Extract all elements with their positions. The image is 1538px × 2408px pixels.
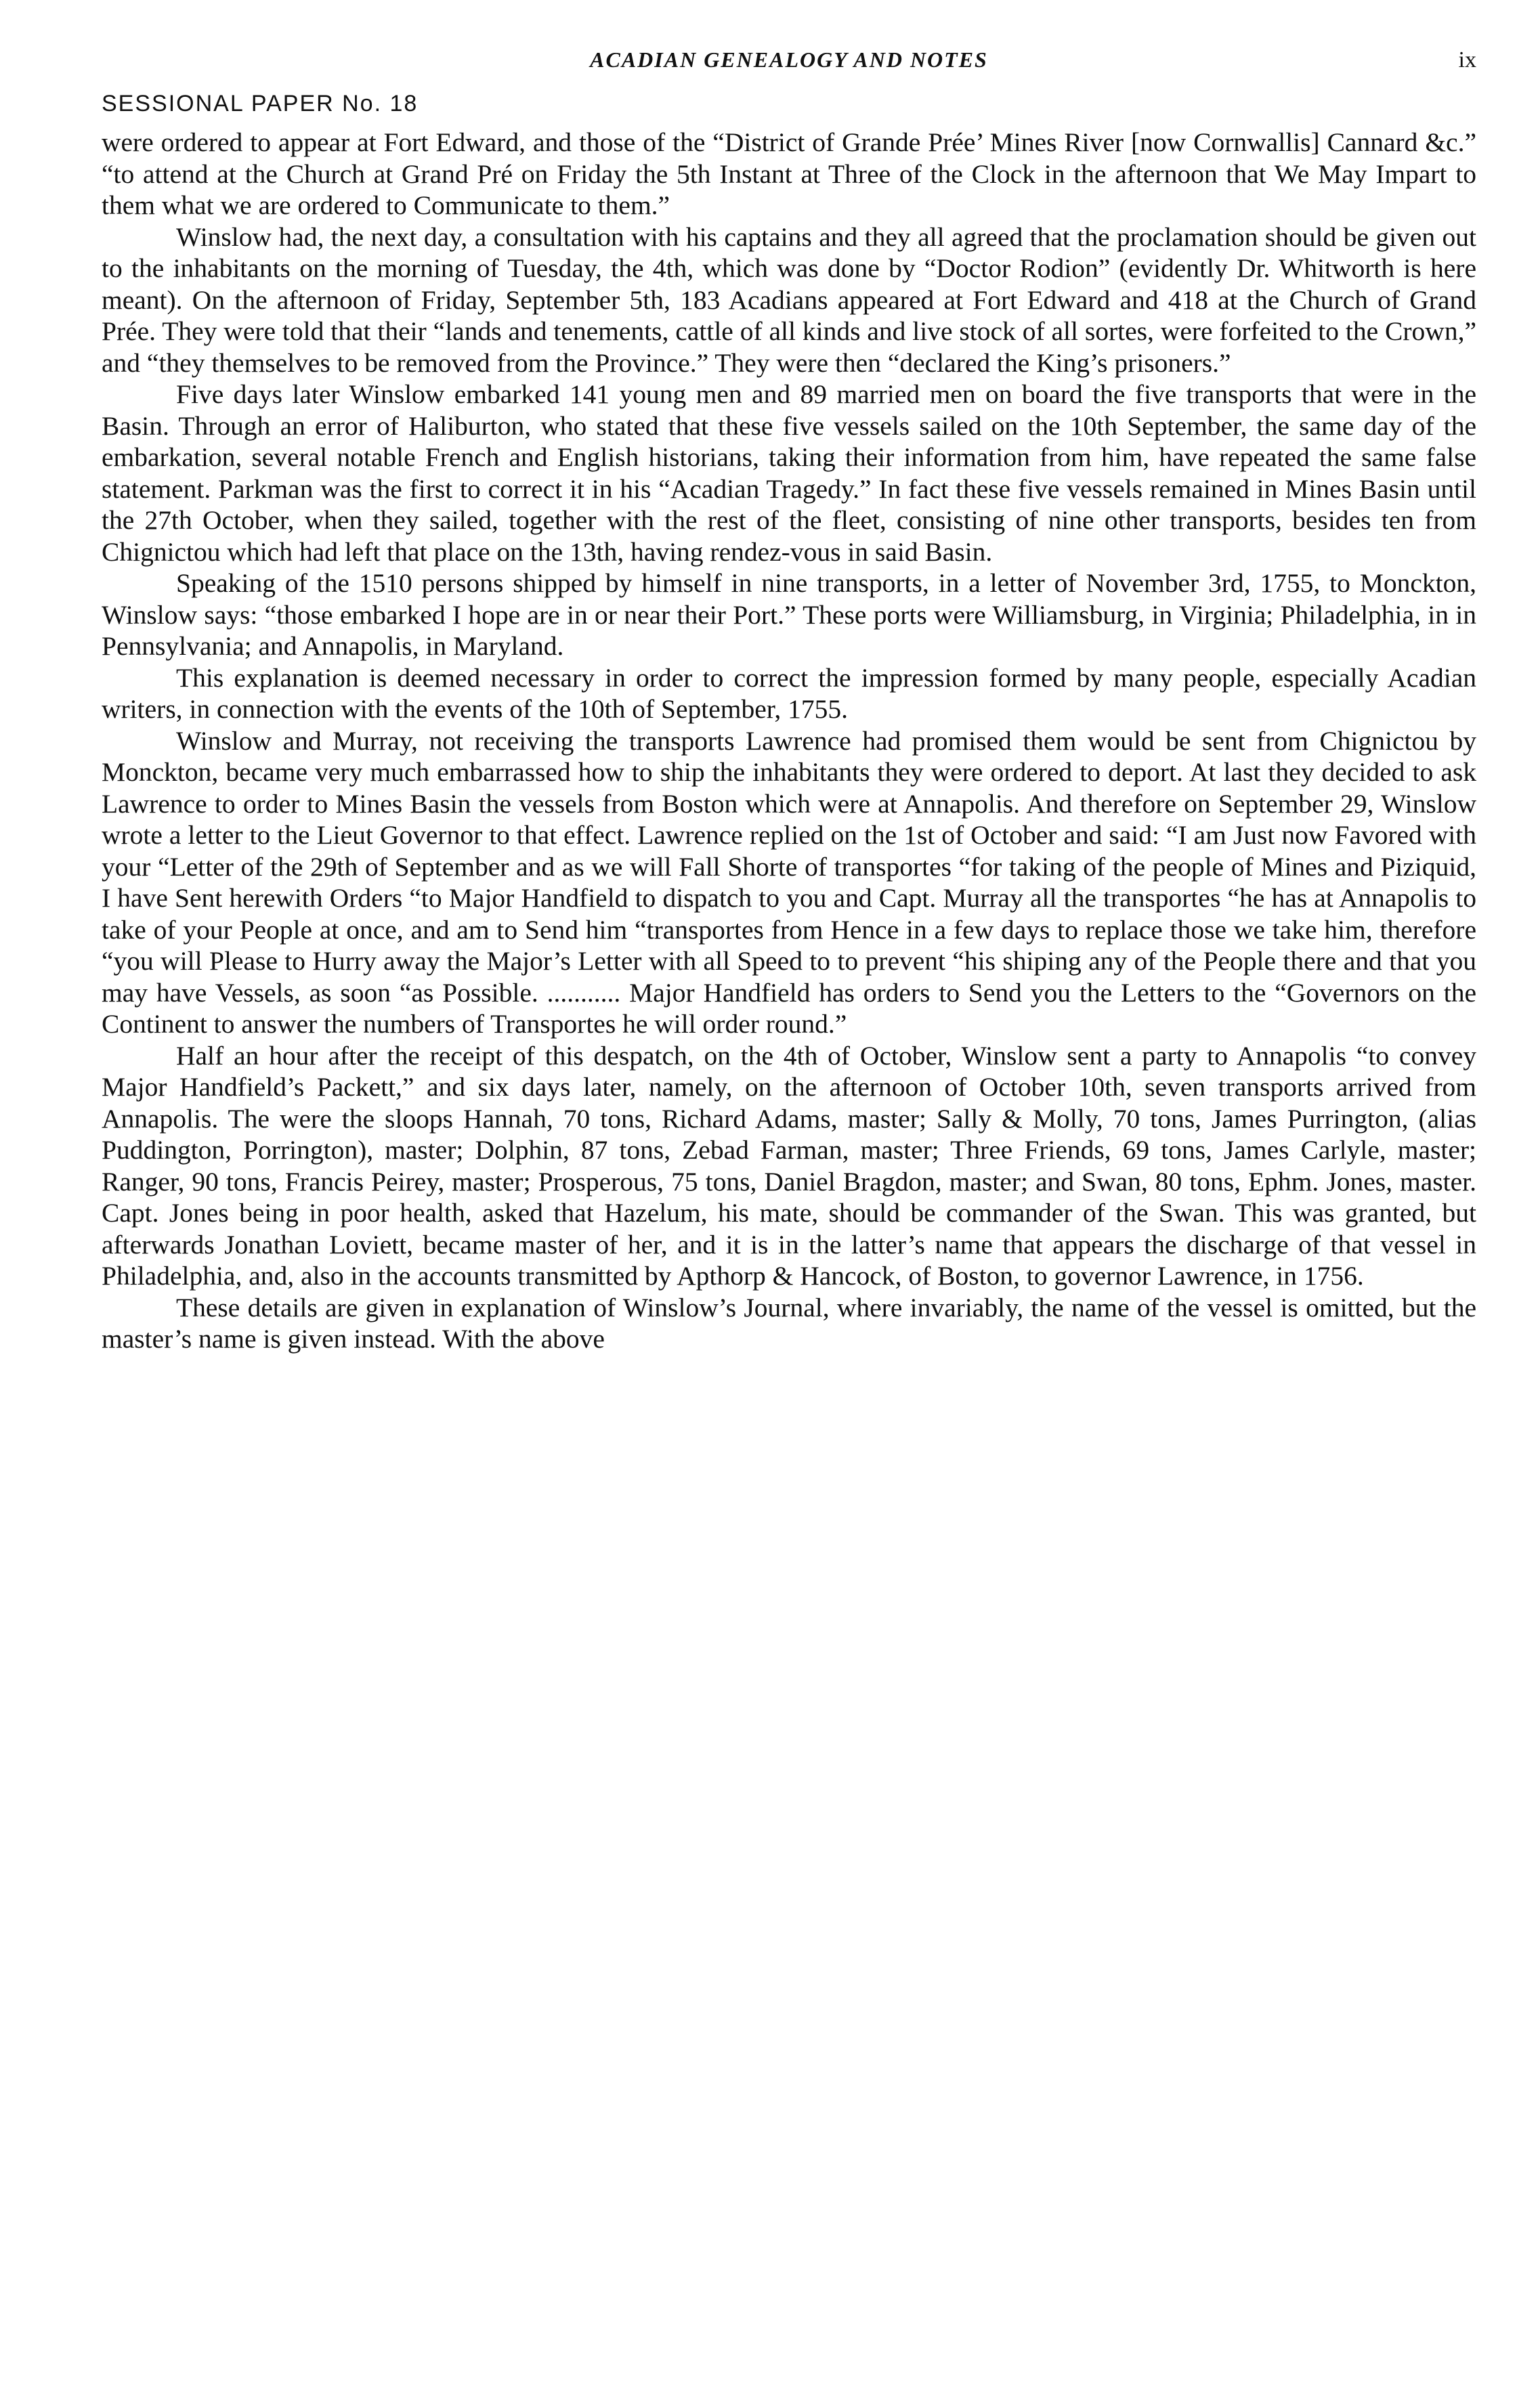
paragraph: were ordered to appear at Fort Edward, and those of the “District of Grande Prée’ Mines River [now Cornwallis] Cannard &c.” “to attend at the Church at Grand Pré on Friday the 5th Instant at Three of the Clock in the afternoon that We May Impart to them what we are ordered to Communicate to them.”	[102, 127, 1476, 220]
document-page	[102, 47, 1476, 2377]
paragraph: Winslow and Murray, not receiving the transports Lawrence had promised them would be sent from Chignictou by Monckton, became very much embarrassed how to ship the inhabitants they were ordered to deport. At last they decided to ask Lawrence to order to Mines Basin the vessels from Boston which were at Annapolis. And therefore on September 29, Winslow wrote a letter to the Lieut Governor to that effect. Lawrence replied on the 1st of October and said: “I am Just now Favored with your “Letter of the 29th of September and as we will Fall Shorte of transportes “for taking of the people of Mines and Piziquid, I have Sent herewith Orders “to Major Handfield to dispatch to you and Capt. Murray all the transportes “he has at Annapolis to take of your People at once, and am to Send him “transportes from Hence in a few days to replace those we take him, therefore “you will Please to Hurry away the Major’s Letter with all Speed to to prevent “his shiping any of the People there and that you may have Vessels, as soon “as Possible. ........... Major Handfield has orders to Send you the Letters to the “Governors on the Continent to answer the numbers of Transportes he will order round.”	[102, 725, 1476, 1039]
running-head	[102, 47, 1476, 91]
sessional-paper-label: SESSIONAL PAPER No. 18	[102, 91, 419, 116]
page-number: ix	[1458, 47, 1476, 72]
paragraph: These details are given in explanation of Winslow’s Journal, where invariably, the name of the vessel is omitted, but the master’s name is given instead. With the above	[102, 1292, 1476, 1354]
body-text	[102, 127, 1476, 1355]
running-title: ACADIAN GENEALOGY AND NOTES	[590, 47, 988, 72]
paragraph: Five days later Winslow embarked 141 young men and 89 married men on board the five transports that were in the Basin. Through an error of Haliburton, who stated that these five vessels sailed on the 10th September, the same day of the embarkation, several notable French and English historians, taking their information from him, have repeated the same false statement. Parkman was the first to correct it in his “Acadian Tragedy.” In fact these five vessels remained in Mines Basin until the 27th October, when they sailed, together with the rest of the fleet, consisting of nine other transports, besides ten from Chignictou which had left that place on the 13th, having rendez-vous in said Basin.	[102, 379, 1476, 567]
paragraph: This explanation is deemed necessary in order to correct the impression formed by many people, especially Acadian writers, in connection with the events of the 10th of September, 1755.	[102, 662, 1476, 724]
paragraph: Half an hour after the receipt of this despatch, on the 4th of October, Winslow sent a party to Annapolis “to convey Major Handfield’s Packett,” and six days later, namely, on the afternoon of October 10th, seven transports arrived from Annapolis. The were the sloops Hannah, 70 tons, Richard Adams, master; Sally & Molly, 70 tons, James Purrington, (alias Puddington, Porrington), master; Dolphin, 87 tons, Zebad Farman, master; Three Friends, 69 tons, James Carlyle, master; Ranger, 90 tons, Francis Peirey, master; Prosperous, 75 tons, Daniel Bragdon, master; and Swan, 80 tons, Ephm. Jones, master. Capt. Jones being in poor health, asked that Hazelum, his mate, should be commander of the Swan. This was granted, but afterwards Jonathan Loviett, became master of her, and it is in the latter’s name that appears the discharge of that vessel in Philadelphia, and, also in the accounts transmitted by Apthorp & Hancock, of Boston, to governor Lawrence, in 1756.	[102, 1040, 1476, 1291]
paragraph: Winslow had, the next day, a consultation with his captains and they all agreed that the proclamation should be given out to the inhabitants on the morning of Tuesday, the 4th, which was done by “Doctor Rodion” (evidently Dr. Whitworth is here meant). On the afternoon of Friday, September 5th, 183 Acadians appeared at Fort Edward and 418 at the Church of Grand Prée. They were told that their “lands and tenements, cattle of all kinds and live stock of all sortes, were forfeited to the Crown,” and “they themselves to be removed from the Province.” They were then “declared the King’s prisoners.”	[102, 221, 1476, 378]
paragraph: Speaking of the 1510 persons shipped by himself in nine transports, in a letter of November 3rd, 1755, to Monckton, Winslow says: “those embarked I hope are in or near their Port.” These ports were Williamsburg, in Virginia; Philadelphia, in in Pennsylvania; and Annapolis, in Maryland.	[102, 568, 1476, 661]
